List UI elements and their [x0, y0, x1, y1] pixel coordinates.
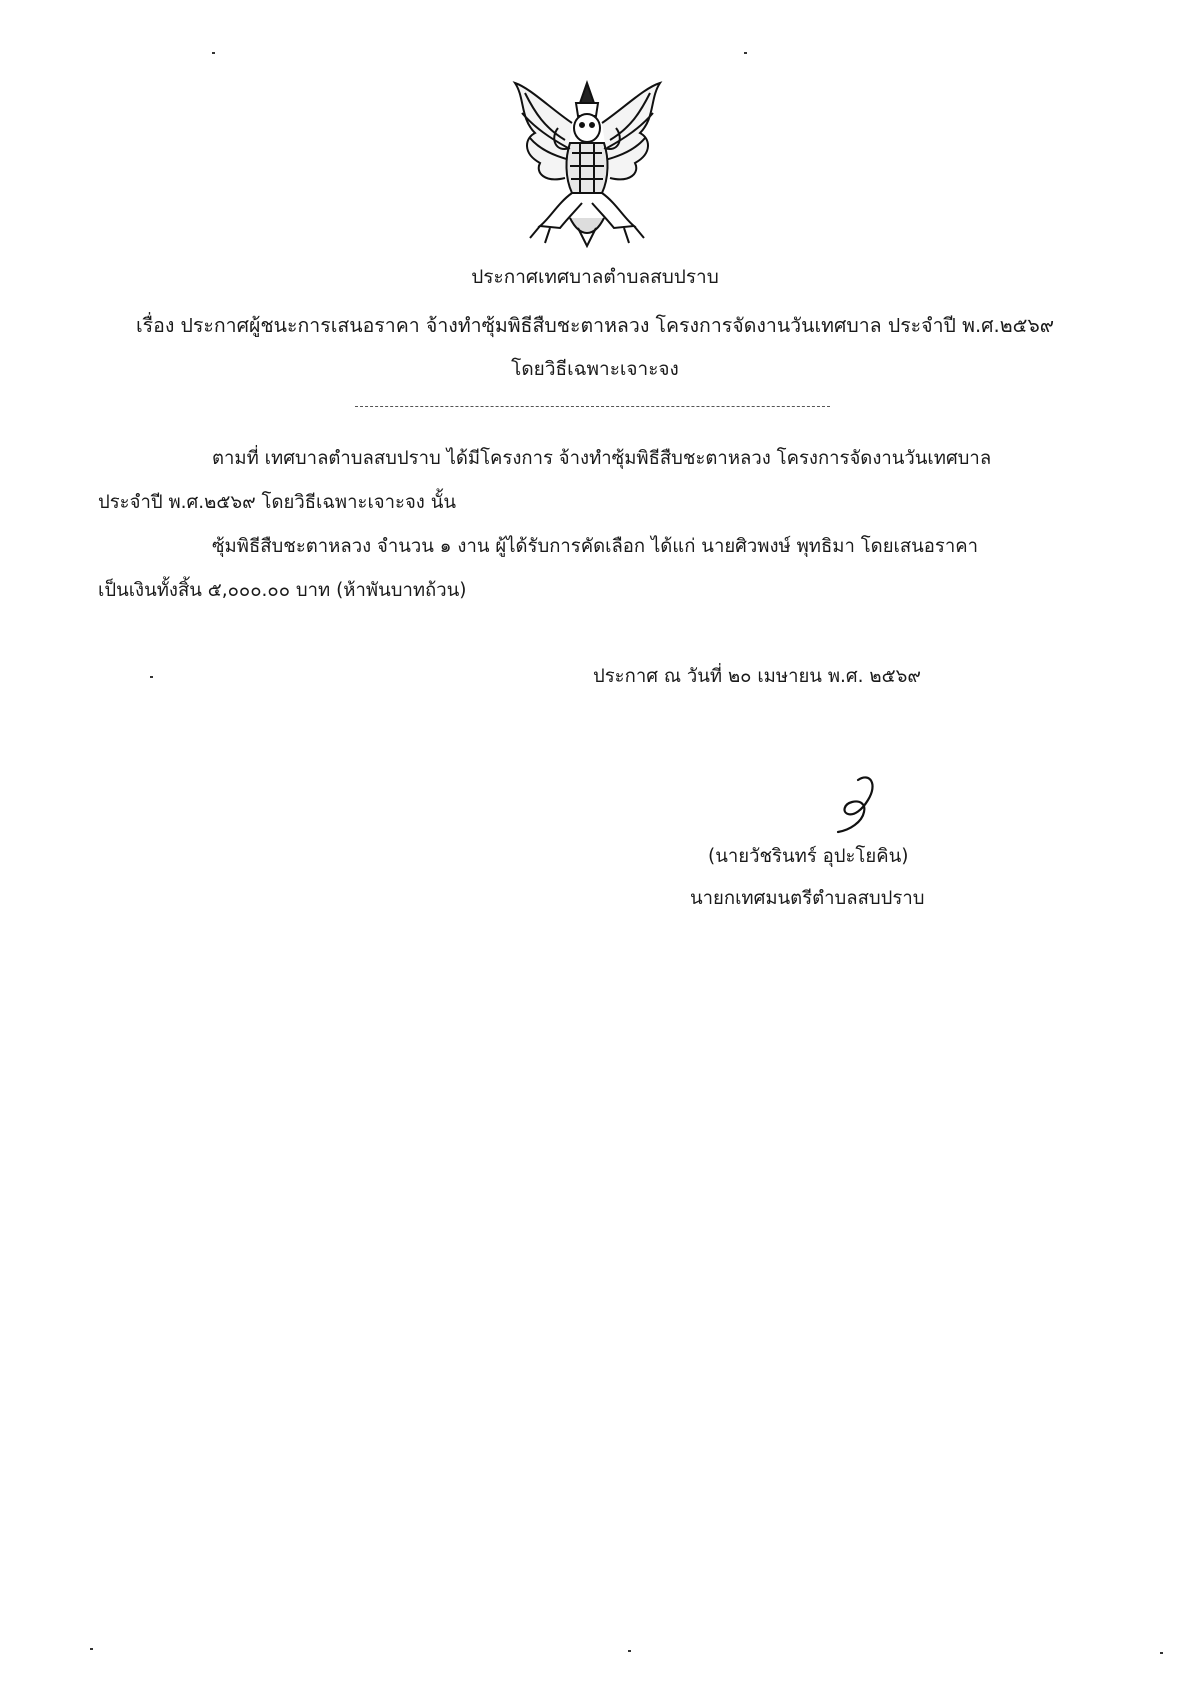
signature-mark — [820, 770, 890, 840]
scan-speck — [1160, 1652, 1163, 1654]
paragraph1-line1: ตามที่ เทศบาลตำบลสบปราบ ได้มีโครงการ จ้างทำซุ้มพิธีสืบชะตาหลวง โครงการจัดงานวันเทศบาล — [212, 448, 992, 469]
garuda-emblem-icon — [510, 78, 665, 248]
paragraph2-line2: เป็นเงินทั้งสิ้น ๕,๐๐๐.๐๐ บาท (ห้าพันบาทถ้วน) — [98, 580, 467, 601]
announcement-subject: เรื่อง ประกาศผู้ชนะการเสนอราคา จ้างทำซุ้มพิธีสืบชะตาหลวง โครงการจัดงานวันเทศบาล ประจำปี พ.ศ.๒๕๖๙ — [135, 314, 1055, 337]
announcement-date: ประกาศ ณ วันที่ ๒๐ เมษายน พ.ศ. ๒๕๖๙ — [593, 666, 921, 687]
signer-name: (นายวัชรินทร์ อุปะโยคิน) — [708, 846, 909, 867]
scan-speck — [628, 1650, 631, 1652]
paragraph2-line1: ซุ้มพิธีสืบชะตาหลวง จำนวน ๑ งาน ผู้ได้รับการคัดเลือก ได้แก่ นายศิวพงษ์ พุทธิมา โดยเสนอราคา — [212, 536, 978, 557]
announcement-title: ประกาศเทศบาลตำบลสบปราบ — [471, 266, 719, 288]
scan-speck — [744, 52, 747, 54]
divider — [355, 406, 830, 407]
scan-speck — [90, 1648, 93, 1650]
signer-title: นายกเทศมนตรีตำบลสบปราบ — [690, 888, 925, 909]
scan-speck — [212, 52, 215, 54]
procurement-method: โดยวิธีเฉพาะเจาะจง — [511, 358, 679, 380]
scan-speck — [150, 676, 153, 678]
paragraph1-line2: ประจำปี พ.ศ.๒๕๖๙ โดยวิธีเฉพาะเจาะจง นั้น — [98, 492, 456, 513]
